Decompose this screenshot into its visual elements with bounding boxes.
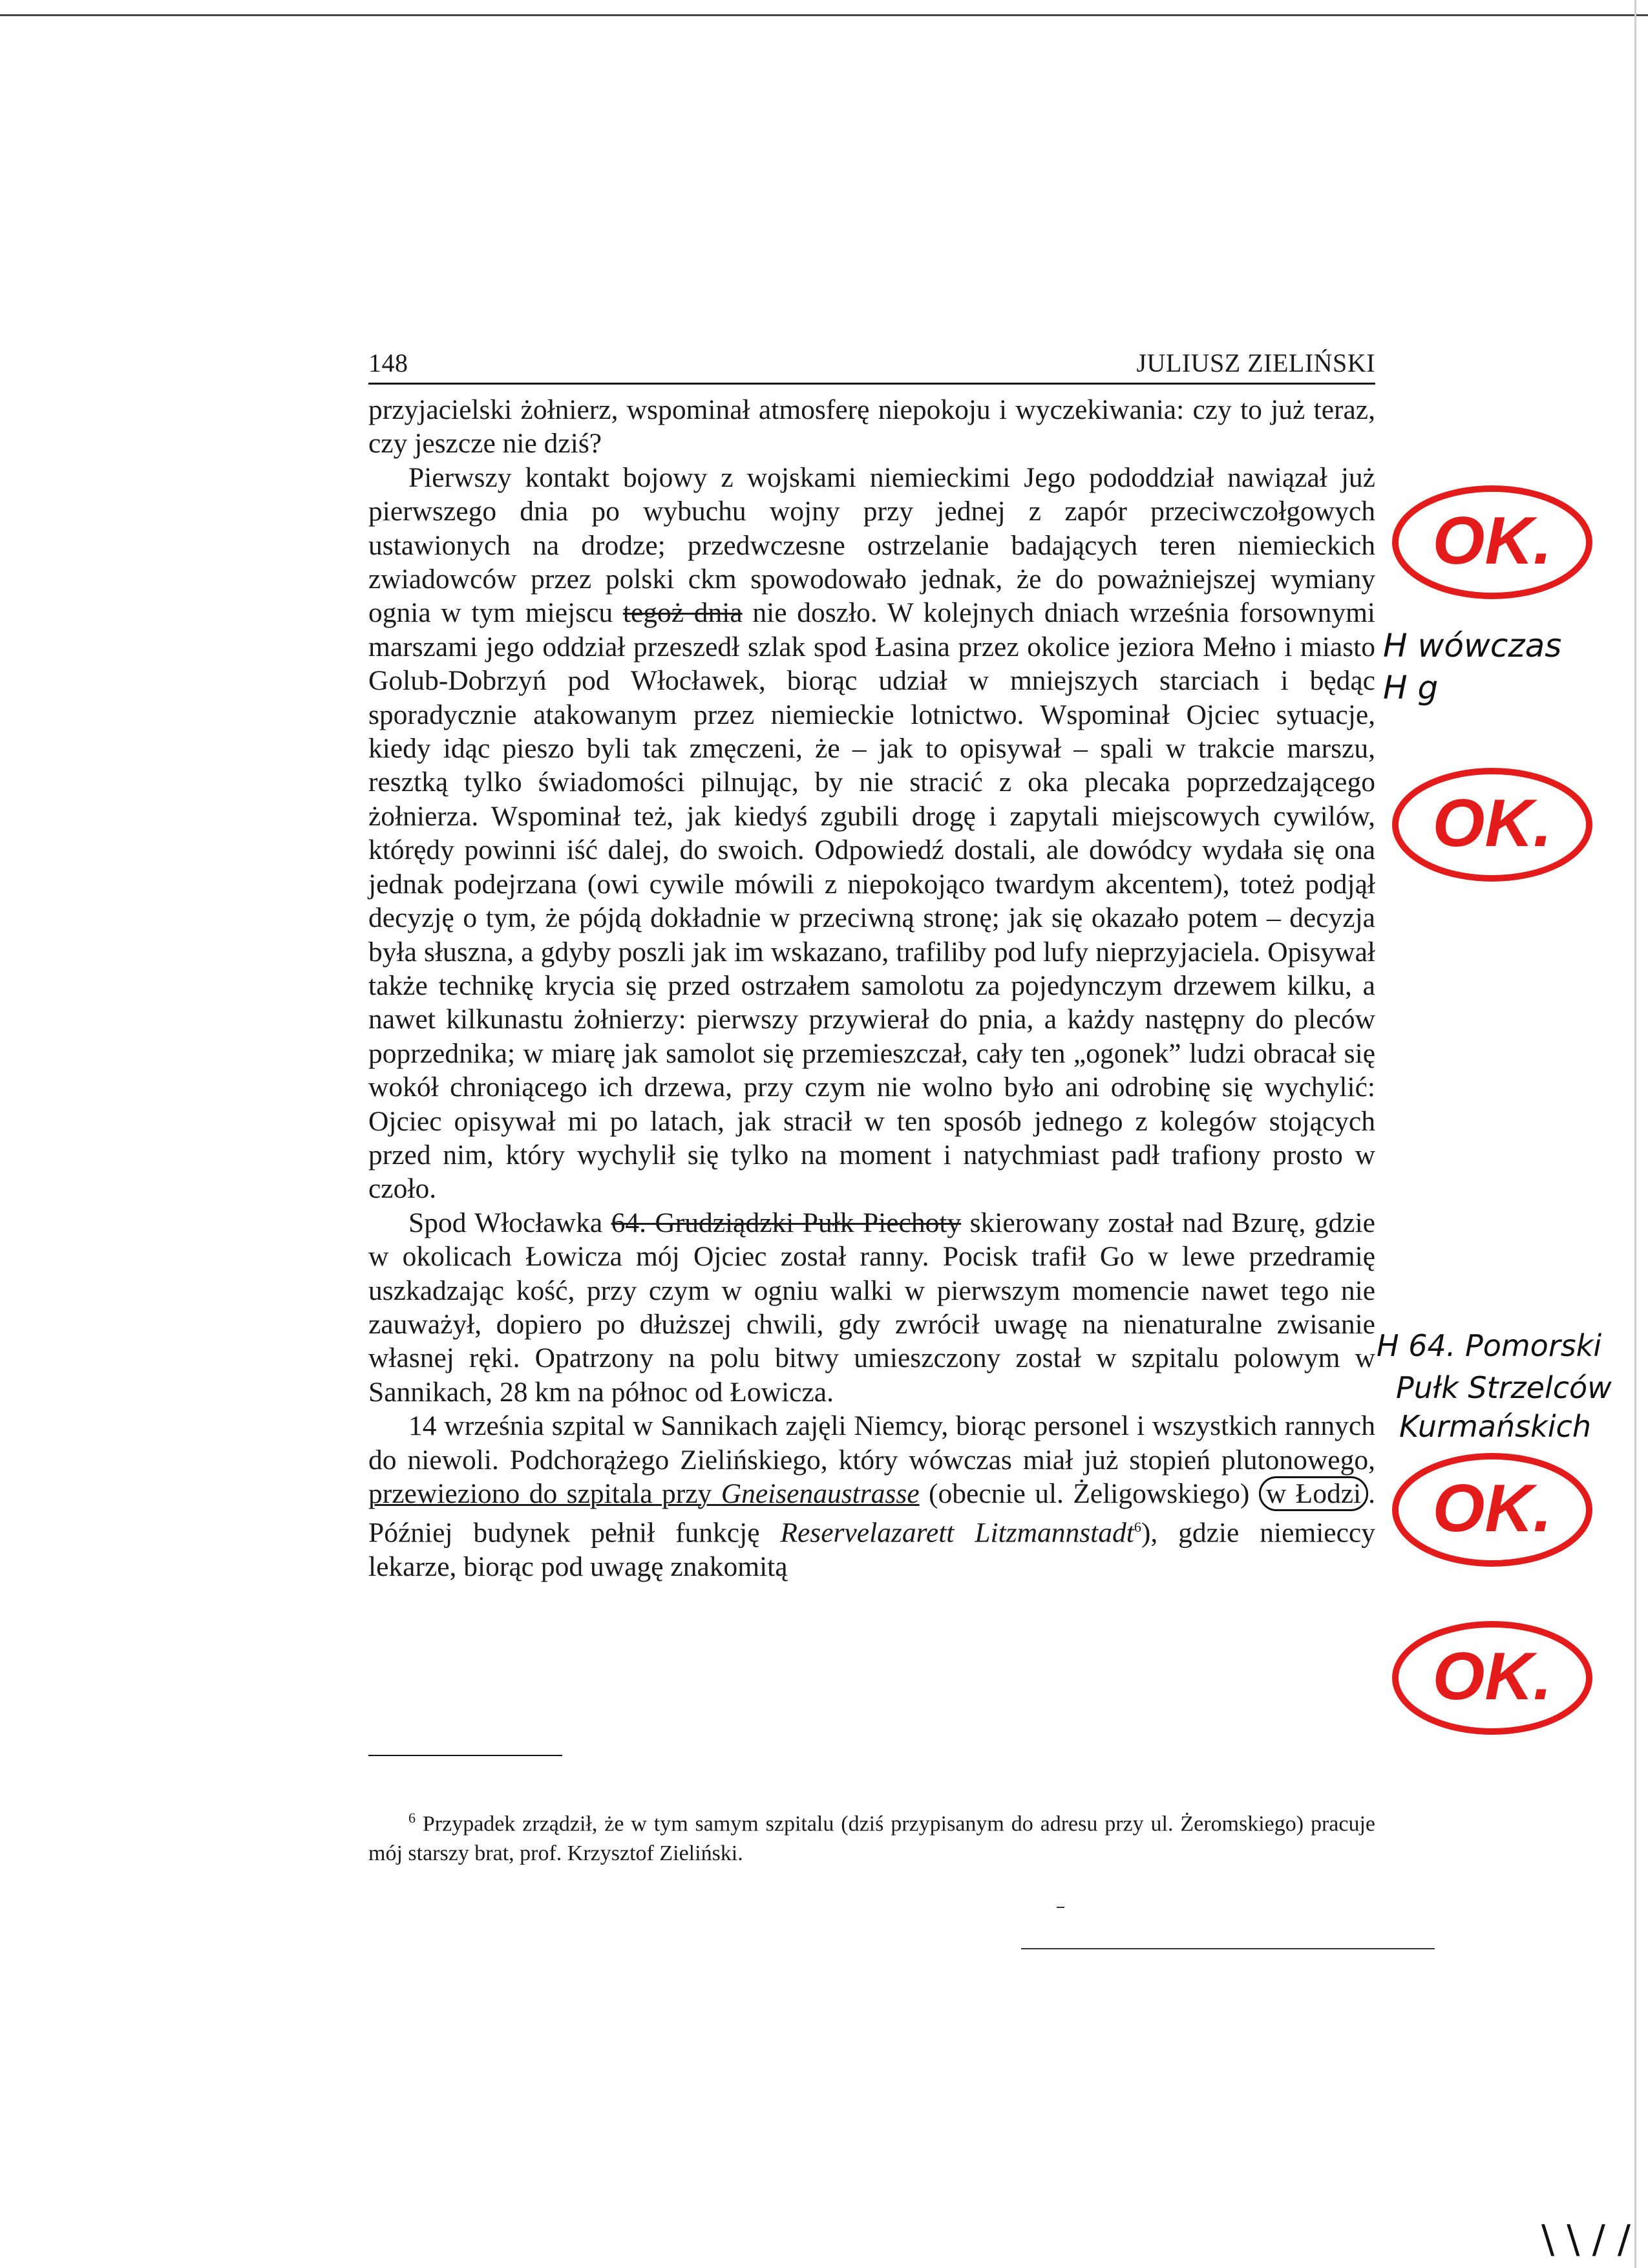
body-text (368, 393, 1375, 1584)
corner-scribble: \ \ / / (1541, 2217, 1631, 2262)
bottom-rule (1021, 1948, 1435, 1949)
struck-text: tegoż dnia (622, 597, 743, 629)
page-number: 148 (368, 348, 408, 377)
footnote-number: 6 (408, 1810, 416, 1826)
ok-stamp (1391, 1451, 1594, 1569)
stamp-label: OK. (1432, 503, 1552, 578)
handwritten-note: H g (1383, 669, 1439, 706)
stamp-label: OK. (1432, 1639, 1552, 1714)
paragraph-3: Spod Włocławka 64. Grudziądzki Pułk Piechoty skierowany został nad Bzurę, gdzie w okolicach Łowicza mój Ojciec został ranny. Pocisk trafił Go w lewe przedramię uszkadzając kość, przy czym w ogniu walki w pierwszym momencie nawet tego nie zauważył, dopiero po dłuższej chwili, gdy zwrócił uwagę na nienaturalne zwisanie własnej ręki. Opatrzony na polu bitwy umieszczony został w szpitalu polowym w Sannikach, 28 km na północ od Łowicza. (368, 1207, 1375, 1408)
footnote-rule (368, 1755, 562, 1756)
circled-text: w Łodzi (1259, 1476, 1368, 1511)
handwritten-note: H 64. Pomorski (1377, 1328, 1602, 1363)
struck-text: 64. Grudziądzki Pułk Piechoty (611, 1207, 962, 1238)
footnote-text: Przypadek zrządził, że w tym samym szpitalu (dziś przypisanym do adresu przy ul. Żeromskiego) pracuje mój starszy brat, prof. Krzysztof Zieliński. (368, 1812, 1376, 1866)
scan-right-edge (1634, 0, 1636, 2268)
handwritten-note: Kurmańskich (1399, 1409, 1591, 1444)
paragraph-2: Pierwszy kontakt bojowy z wojskami niemieckimi Jego pododdział nawiązał już pierwszego dnia po wybuchu wojny przy jednej z zapór przeciwczołgowych ustawionych na drodze; przedwczesne ostrzelanie badających teren niemieckich zwiadowców przez polski ckm spowodowało jednak, że do poważniejszej wymiany ognia w tym miejscu tegoż dnia nie doszło. W kolejnych dniach września forsownymi marszami jego oddział przeszedł szlak spod Łasina przez okolice jeziora Mełno i miasto Golub-Dobrzyń pod Włocławek, biorąc udział w mniejszych starciach i będąc sporadycznie atakowanym przez niemieckie lotnictwo. Wspominał Ojciec sytuacje, kiedy idąc pieszo byli tak zmęczeni, że – jak to opisywał – spali w trakcie marszu, resztką tylko świadomości pilnując, by nie stracić z oka plecaka poprzedzającego żołnierza. Wspominał też, jak kiedyś zgubili drogę i zapytali miejscowych cywilów, którędy powinni iść dalej, do swoich. Odpowiedź dostali, ale dowódcy wydała się ona jednak podejrzana (owi cywile mówili z niepokojąco twardym akcentem), toteż podjął decyzję o tym, że pójdą dokładnie w przeciwną stronę; jak się okazało potem – decyzja była słuszna, a gdyby poszli jak im wskazano, trafiliby pod lufy nieprzyjaciela. Opisywał także technikę krycia się przed ostrzałem samolotu za pojedynczym drzewem kilku, a nawet kilkunastu żołnierzy: pierwszy przywierał do pnia, a każdy następny do pleców poprzednika; w miarę jak samolot się przemieszczał, cały ten „ogonek” ludzi obracał się wokół chroniącego ich drzewa, przy czym nie wolno było ani odrobinę się wychylić: Ojciec opisywał mi po latach, jak stracił w ten sposób jednego z kolegów stojących przed nim, który wychylił się tylko na moment i natychmiast padł trafiony prosto w czoło. (368, 461, 1376, 1205)
paragraph-1: przyjacielski żołnierz, wspominał atmosferę niepokoju i wyczekiwania: czy to już teraz, czy jeszcze nie dziś? (368, 394, 1375, 460)
handwritten-note: Pułk Strzelców (1396, 1370, 1612, 1405)
stamp-label: OK. (1432, 786, 1552, 861)
footnote (368, 1803, 1375, 1869)
ok-stamp (1391, 766, 1594, 884)
ok-stamp (1391, 1619, 1594, 1737)
running-title: JULIUSZ ZIELIŃSKI (1136, 348, 1375, 377)
dash-mark (1057, 1907, 1064, 1908)
paragraph-4: 14 września szpital w Sannikach zajęli Niemcy, biorąc personel i wszystkich rannych do niewoli. Podchorążego Zielińskiego, który wówczas miał już stopień plutonowego, przewieziono do szpitala przy Gneisenaustrasse (obecnie ul. Żeligowskiego) w Łodzi . Później budynek pełnił funkcję Reservelazarett Litzmannstadt$^6$), gdzie niemieccy lekarze, biorąc pod uwagę znakomitą (368, 1410, 1375, 1583)
page-header (368, 348, 1375, 378)
header-rule (368, 383, 1375, 385)
handwritten-note: H wówczas (1383, 627, 1562, 664)
footnote-ref: 6 (1134, 1519, 1141, 1536)
ok-stamp (1391, 483, 1594, 601)
underlined-text: przewieziono do szpitala przy Gneisenaustrasse (368, 1478, 920, 1509)
scan-top-edge (0, 14, 1648, 16)
stamp-label: OK. (1432, 1471, 1552, 1546)
